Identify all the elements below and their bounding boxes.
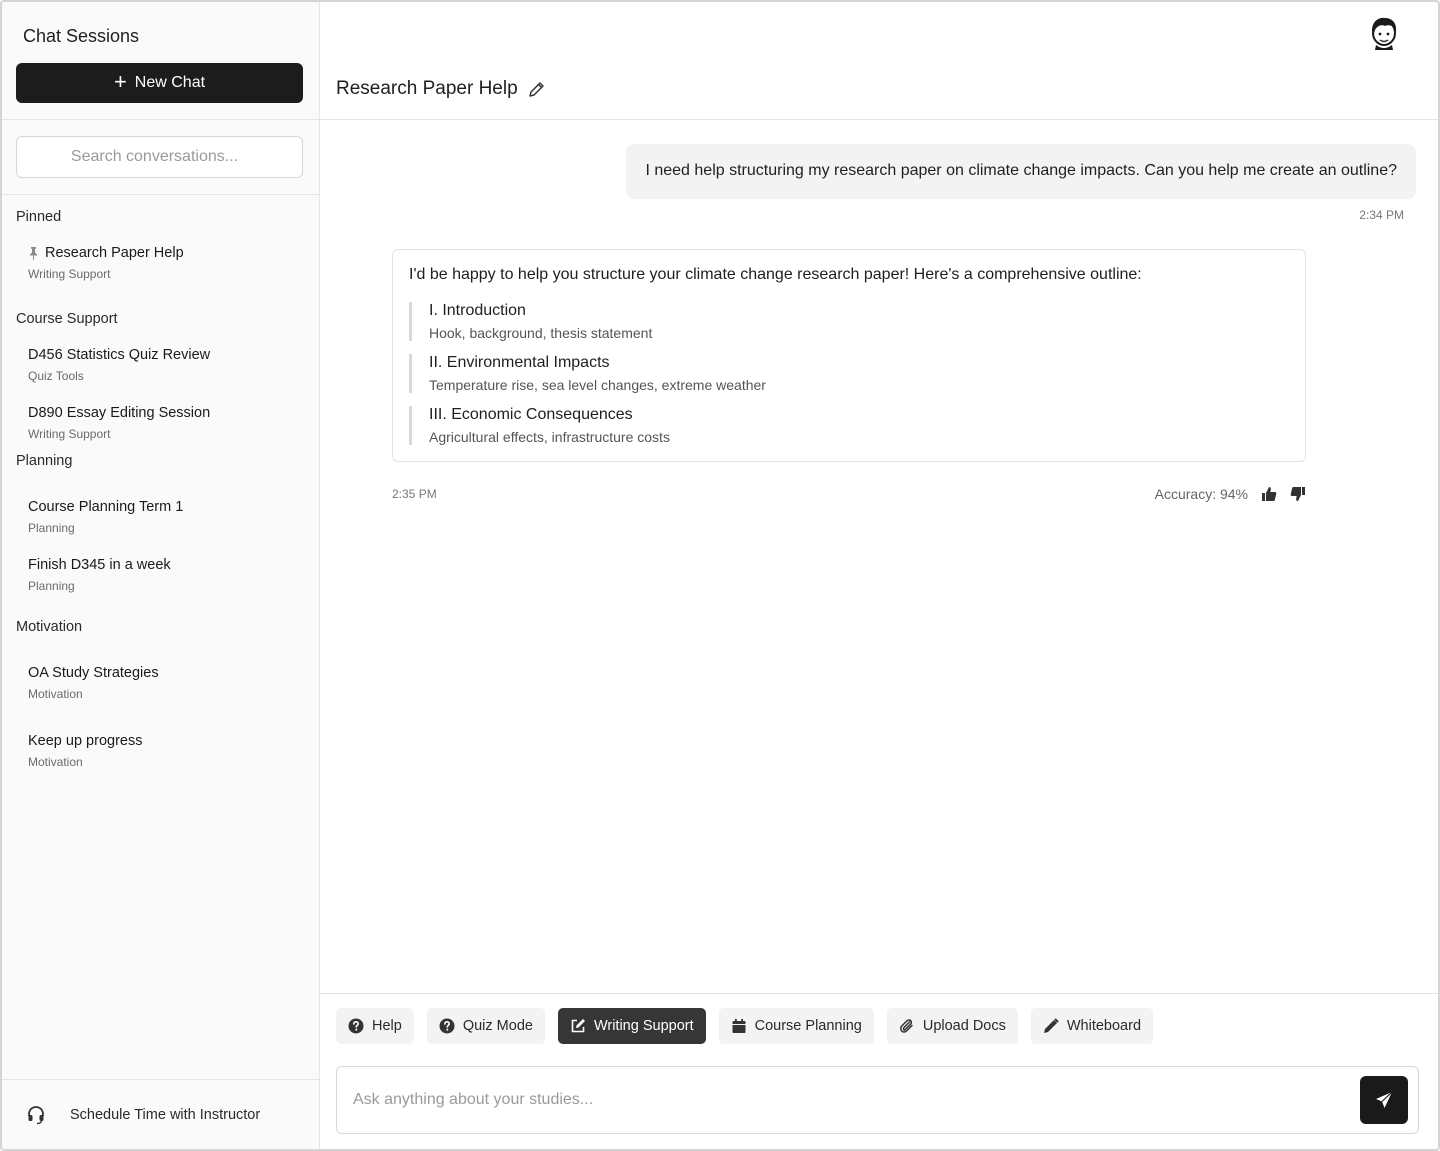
outline-desc: Temperature rise, sea level changes, extreme weather: [429, 377, 766, 393]
group-label: Planning: [16, 453, 73, 469]
tool-label: Writing Support: [593, 1018, 694, 1034]
tool-course-planning-button[interactable]: [719, 1008, 874, 1044]
group-course-support: [16, 311, 305, 441]
group-pinned: [16, 209, 305, 281]
chat-header: [320, 2, 1438, 120]
thumbs-down-icon[interactable]: [1290, 486, 1306, 502]
tool-quiz-mode-button[interactable]: [427, 1008, 545, 1044]
session-item-keep-up-progress[interactable]: [16, 733, 305, 769]
user-message-time: 2:34 PM: [1359, 208, 1404, 222]
assistant-message-meta: [392, 486, 1306, 502]
session-item-course-planning[interactable]: [16, 499, 305, 535]
outline-item: [409, 406, 1289, 445]
assistant-intro: I'd be happy to help you structure your climate change research paper! Here's a comprehensive outline:: [409, 266, 1142, 283]
composer-area: [320, 993, 1438, 1149]
group-label: Pinned: [16, 209, 62, 225]
send-icon: [1375, 1091, 1393, 1109]
new-chat-label: New Chat: [134, 74, 206, 91]
session-title: Course Planning Term 1: [28, 499, 184, 515]
outline-item: [409, 302, 1289, 341]
thumbs-up-icon[interactable]: [1261, 486, 1277, 502]
session-title-text: Research Paper Help: [45, 245, 184, 261]
session-item-oa-study[interactable]: [16, 665, 305, 701]
outline-title: I. Introduction: [429, 302, 526, 319]
feedback-area: [1155, 486, 1306, 502]
session-item-d456-statistics[interactable]: [16, 347, 305, 383]
user-message: I need help structuring my research paper on climate change impacts. Can you help me create an outline?: [626, 144, 1416, 199]
accuracy-label: Accuracy: 94%: [1154, 486, 1248, 502]
group-planning: [16, 453, 305, 593]
outline-title: II. Environmental Impacts: [429, 354, 610, 371]
tool-label: Quiz Mode: [462, 1018, 533, 1034]
tool-writing-support-button[interactable]: [558, 1008, 706, 1044]
headset-icon: [26, 1105, 46, 1125]
tool-upload-docs-button[interactable]: [887, 1008, 1018, 1044]
sidebar-header: [2, 2, 319, 120]
session-category: Motivation: [28, 755, 83, 769]
search-input[interactable]: [16, 136, 303, 178]
session-title: Finish D345 in a week: [28, 557, 171, 573]
session-category: Quiz Tools: [28, 369, 84, 383]
outline-desc: Hook, background, thesis statement: [429, 325, 653, 341]
tool-help-button[interactable]: [336, 1008, 414, 1044]
session-groups: [2, 195, 319, 1079]
session-item-research-paper-help[interactable]: [16, 245, 305, 281]
new-chat-button[interactable]: [16, 63, 303, 103]
chat-title: [336, 78, 545, 100]
outline-title: III. Economic Consequences: [429, 406, 633, 423]
session-title: [28, 245, 305, 261]
assistant-message: [392, 249, 1306, 462]
tool-whiteboard-button[interactable]: [1031, 1008, 1153, 1044]
pin-icon: [28, 247, 39, 260]
message-input[interactable]: [337, 1067, 1337, 1133]
calendar-icon: [731, 1018, 747, 1034]
message-composer: [336, 1066, 1419, 1134]
search-area: [2, 120, 319, 195]
session-category: Planning: [28, 521, 75, 535]
session-category: Planning: [28, 579, 75, 593]
pencil-icon: [1043, 1018, 1059, 1034]
session-category: Writing Support: [28, 427, 111, 441]
message-list: [320, 120, 1438, 993]
session-title: Keep up progress: [28, 733, 143, 749]
sidebar-title: Chat Sessions: [23, 26, 140, 46]
session-item-finish-d345[interactable]: [16, 557, 305, 593]
group-motivation: [16, 619, 305, 769]
send-button[interactable]: [1360, 1076, 1408, 1124]
assistant-message-time: 2:35 PM: [392, 487, 437, 501]
paperclip-icon: [899, 1018, 915, 1034]
question-circle-icon: [348, 1018, 364, 1034]
session-category: Motivation: [28, 687, 83, 701]
outline-item: [409, 354, 1289, 393]
tool-label: Help: [372, 1018, 402, 1034]
tool-label: Course Planning: [754, 1018, 862, 1034]
schedule-instructor-label: Schedule Time with Instructor: [70, 1106, 261, 1123]
schedule-instructor-link[interactable]: [2, 1079, 319, 1149]
question-circle-icon: [439, 1018, 455, 1034]
edit-square-icon: [570, 1018, 586, 1034]
session-title: D456 Statistics Quiz Review: [28, 347, 211, 363]
session-category: Writing Support: [28, 267, 111, 281]
group-label: Course Support: [16, 311, 118, 327]
chat-title-text: Research Paper Help: [336, 78, 518, 99]
sidebar: [2, 2, 320, 1149]
plus-icon: +: [113, 69, 127, 94]
session-item-d890-essay[interactable]: [16, 405, 305, 441]
session-title: D890 Essay Editing Session: [28, 405, 211, 421]
user-avatar-icon[interactable]: [1366, 14, 1402, 52]
tool-label: Whiteboard: [1066, 1018, 1142, 1034]
outline-desc: Agricultural effects, infrastructure costs: [429, 429, 670, 445]
edit-title-icon[interactable]: [528, 81, 545, 98]
tool-label: Upload Docs: [922, 1018, 1006, 1034]
session-title: OA Study Strategies: [28, 665, 159, 681]
chat-main: [320, 2, 1438, 1149]
tool-bar: [336, 1008, 1422, 1044]
group-label: Motivation: [16, 619, 83, 635]
